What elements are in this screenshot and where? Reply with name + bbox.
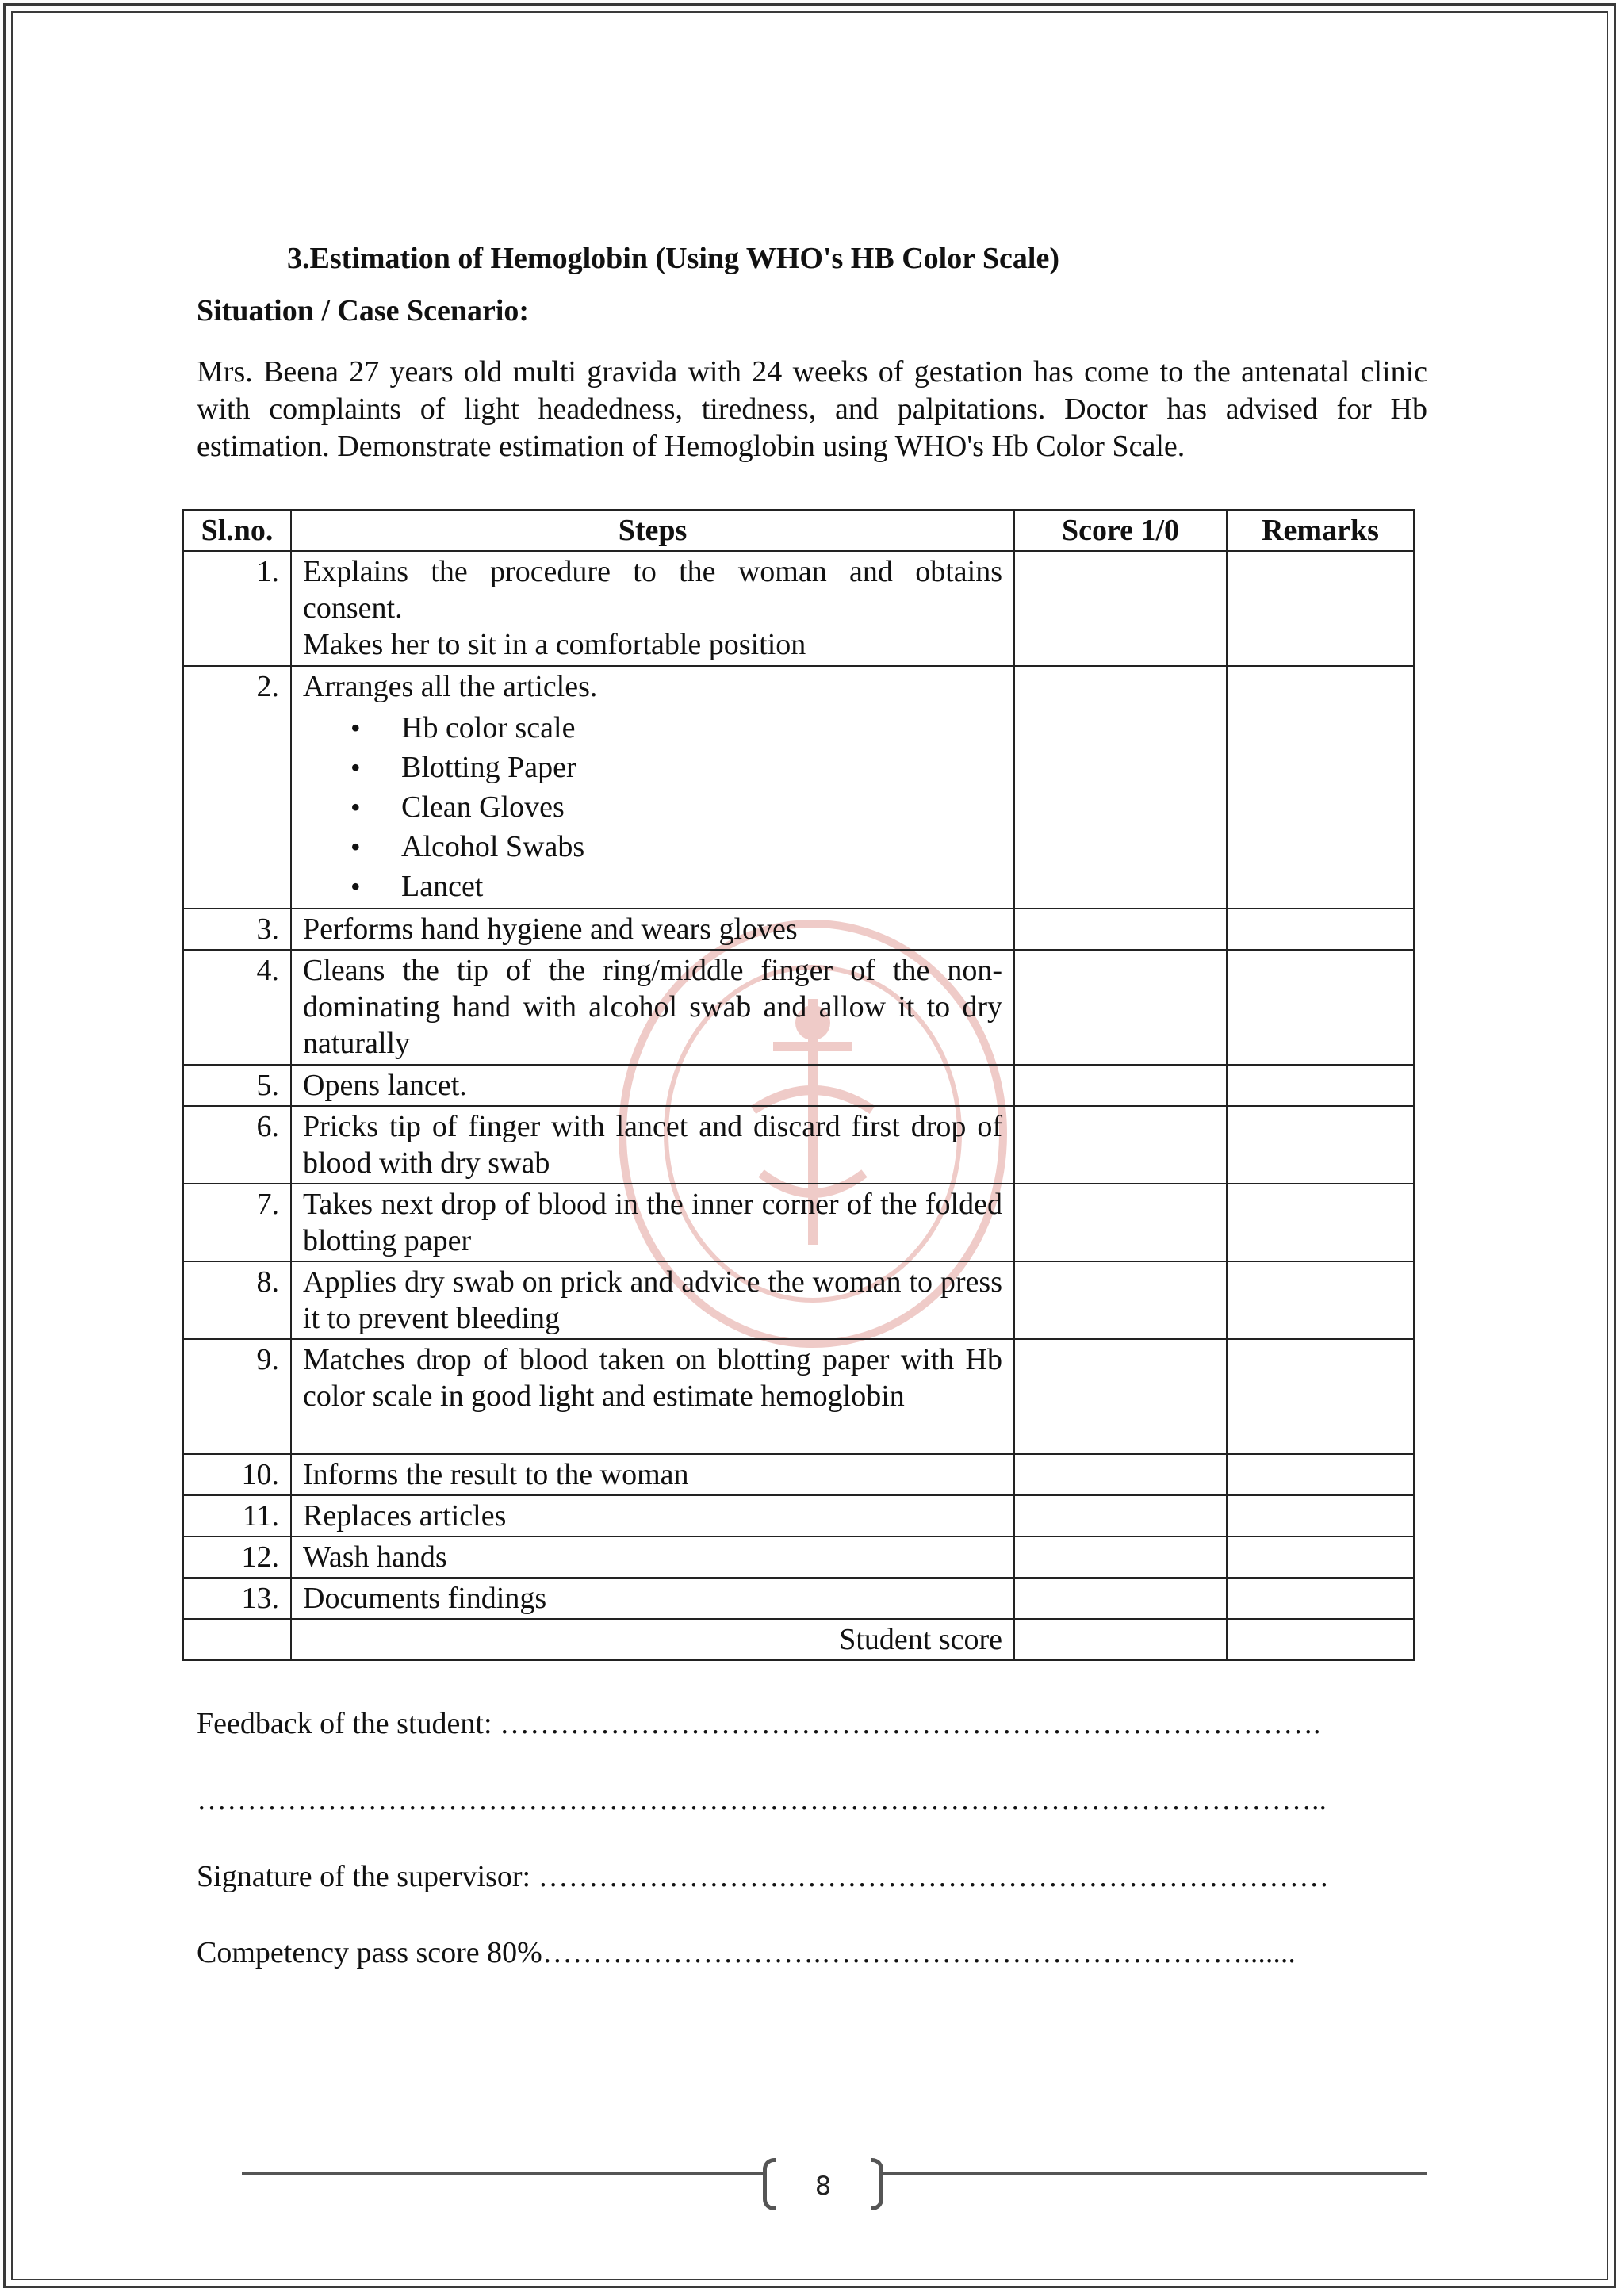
scenario-heading: Situation / Case Scenario:: [197, 294, 530, 327]
step-text: Pricks tip of finger with lancet and discard first drop of blood with dry swab: [291, 1106, 1014, 1184]
step-text: Takes next drop of blood in the inner corner of the folded blotting paper: [291, 1184, 1014, 1261]
step-text: [291, 666, 1014, 909]
table-row: [183, 1065, 1414, 1106]
header-score: Score 1/0: [1014, 510, 1227, 551]
table-row: [183, 1454, 1414, 1495]
score-cell[interactable]: [1014, 909, 1227, 950]
scenario-text: Mrs. Beena 27 years old multi gravida with 24 weeks of gestation has come to the antenatal clinic with complaints of light headedness, tiredness, and palpitations. Doctor has advised for Hb estimation. Demonstrate estimation of Hemoglobin using WHO's Hb Color Scale.: [197, 355, 1427, 463]
table-row: [183, 551, 1414, 666]
remarks-cell[interactable]: [1227, 1184, 1414, 1261]
step-text: Opens lancet.: [291, 1065, 1014, 1106]
remarks-cell[interactable]: [1227, 1454, 1414, 1495]
score-cell[interactable]: [1014, 1184, 1227, 1261]
table-row: [183, 950, 1414, 1065]
score-cell[interactable]: [1014, 1106, 1227, 1184]
score-cell[interactable]: [1014, 1339, 1227, 1454]
student-remarks-cell[interactable]: [1227, 1619, 1414, 1660]
table-row: [183, 1495, 1414, 1536]
page-bracket-left: [763, 2158, 776, 2210]
score-cell[interactable]: [1014, 1578, 1227, 1619]
row-number: 2.: [183, 666, 291, 909]
list-item: • Clean Gloves: [350, 787, 1002, 827]
remarks-cell[interactable]: [1227, 1536, 1414, 1578]
student-score-row: [183, 1619, 1414, 1660]
row-number: 1.: [183, 551, 291, 666]
step-text: Replaces articles: [291, 1495, 1014, 1536]
remarks-cell[interactable]: [1227, 1106, 1414, 1184]
header-steps: Steps: [291, 510, 1014, 551]
section-heading: 3.Estimation of Hemoglobin (Using WHO's HB Color Scale): [287, 242, 1059, 275]
step-text: Documents findings: [291, 1578, 1014, 1619]
score-cell[interactable]: [1014, 666, 1227, 909]
header-slno: Sl.no.: [183, 510, 291, 551]
competency-pass-score: Competency pass score 80%……………………….…………………………………….......: [197, 1936, 1296, 1969]
page-number: 8: [814, 2171, 832, 2201]
remarks-cell[interactable]: [1227, 666, 1414, 909]
row-number: 6.: [183, 1106, 291, 1184]
supervisor-signature-line: Signature of the supervisor: …………………….………………………………………………: [197, 1860, 1330, 1893]
step-text: Informs the result to the woman: [291, 1454, 1014, 1495]
step-line: Explains the procedure to the woman and obtains consent.: [303, 555, 1002, 625]
score-cell[interactable]: [1014, 551, 1227, 666]
list-item: • Lancet: [350, 867, 1002, 906]
score-cell[interactable]: [1014, 1495, 1227, 1536]
step-line: Makes her to sit in a comfortable position: [303, 628, 806, 661]
row-number: 3.: [183, 909, 291, 950]
remarks-cell[interactable]: [1227, 950, 1414, 1065]
row-number: 8.: [183, 1261, 291, 1339]
row-number: 5.: [183, 1065, 291, 1106]
table-row: [183, 1261, 1414, 1339]
remarks-cell[interactable]: [1227, 1065, 1414, 1106]
table-row: [183, 909, 1414, 950]
row-number: 12.: [183, 1536, 291, 1578]
table-row: [183, 1536, 1414, 1578]
student-score-cell[interactable]: [1014, 1619, 1227, 1660]
remarks-cell[interactable]: [1227, 551, 1414, 666]
remarks-cell[interactable]: [1227, 1339, 1414, 1454]
remarks-cell[interactable]: [1227, 909, 1414, 950]
step-text: [291, 551, 1014, 666]
student-score-label: Student score: [291, 1619, 1014, 1660]
step-text: Applies dry swab on prick and advice the woman to press it to prevent bleeding: [291, 1261, 1014, 1339]
row-number: 10.: [183, 1454, 291, 1495]
feedback-line: Feedback of the student: ……………………………………………………………………….: [197, 1707, 1321, 1740]
articles-list: [303, 708, 1002, 906]
table-row: [183, 1184, 1414, 1261]
list-item: • Hb color scale: [350, 708, 1002, 748]
score-cell[interactable]: [1014, 1454, 1227, 1495]
step-text: Performs hand hygiene and wears gloves: [291, 909, 1014, 950]
footer-rule-left: [242, 2172, 765, 2175]
remarks-cell[interactable]: [1227, 1495, 1414, 1536]
page-bracket-right: [871, 2158, 883, 2210]
table-row: [183, 1578, 1414, 1619]
remarks-cell[interactable]: [1227, 1261, 1414, 1339]
footer-rule-right: [880, 2172, 1427, 2175]
row-number: 7.: [183, 1184, 291, 1261]
table-header-row: [183, 510, 1414, 551]
table-row: [183, 1106, 1414, 1184]
score-cell[interactable]: [1014, 950, 1227, 1065]
table-row: [183, 666, 1414, 909]
step-text: Cleans the tip of the ring/middle finger of the non-dominating hand with alcohol swab and allow it to dry naturally: [291, 950, 1014, 1065]
row-number: 11.: [183, 1495, 291, 1536]
score-cell[interactable]: [1014, 1065, 1227, 1106]
empty-cell: [183, 1619, 291, 1660]
list-item: • Alcohol Swabs: [350, 827, 1002, 867]
score-cell[interactable]: [1014, 1261, 1227, 1339]
step-text: Wash hands: [291, 1536, 1014, 1578]
feedback-continuation-line: …………………………………………………………………………………………………..: [197, 1783, 1327, 1816]
step-line: Arranges all the articles.: [303, 670, 598, 703]
row-number: 9.: [183, 1339, 291, 1454]
steps-table: [182, 509, 1415, 1661]
list-item: • Blotting Paper: [350, 748, 1002, 787]
row-number: 13.: [183, 1578, 291, 1619]
score-cell[interactable]: [1014, 1536, 1227, 1578]
header-remarks: Remarks: [1227, 510, 1414, 551]
step-text: Matches drop of blood taken on blotting paper with Hb color scale in good light and estimate hemoglobin: [291, 1339, 1014, 1454]
row-number: 4.: [183, 950, 291, 1065]
table-row: [183, 1339, 1414, 1454]
remarks-cell[interactable]: [1227, 1578, 1414, 1619]
